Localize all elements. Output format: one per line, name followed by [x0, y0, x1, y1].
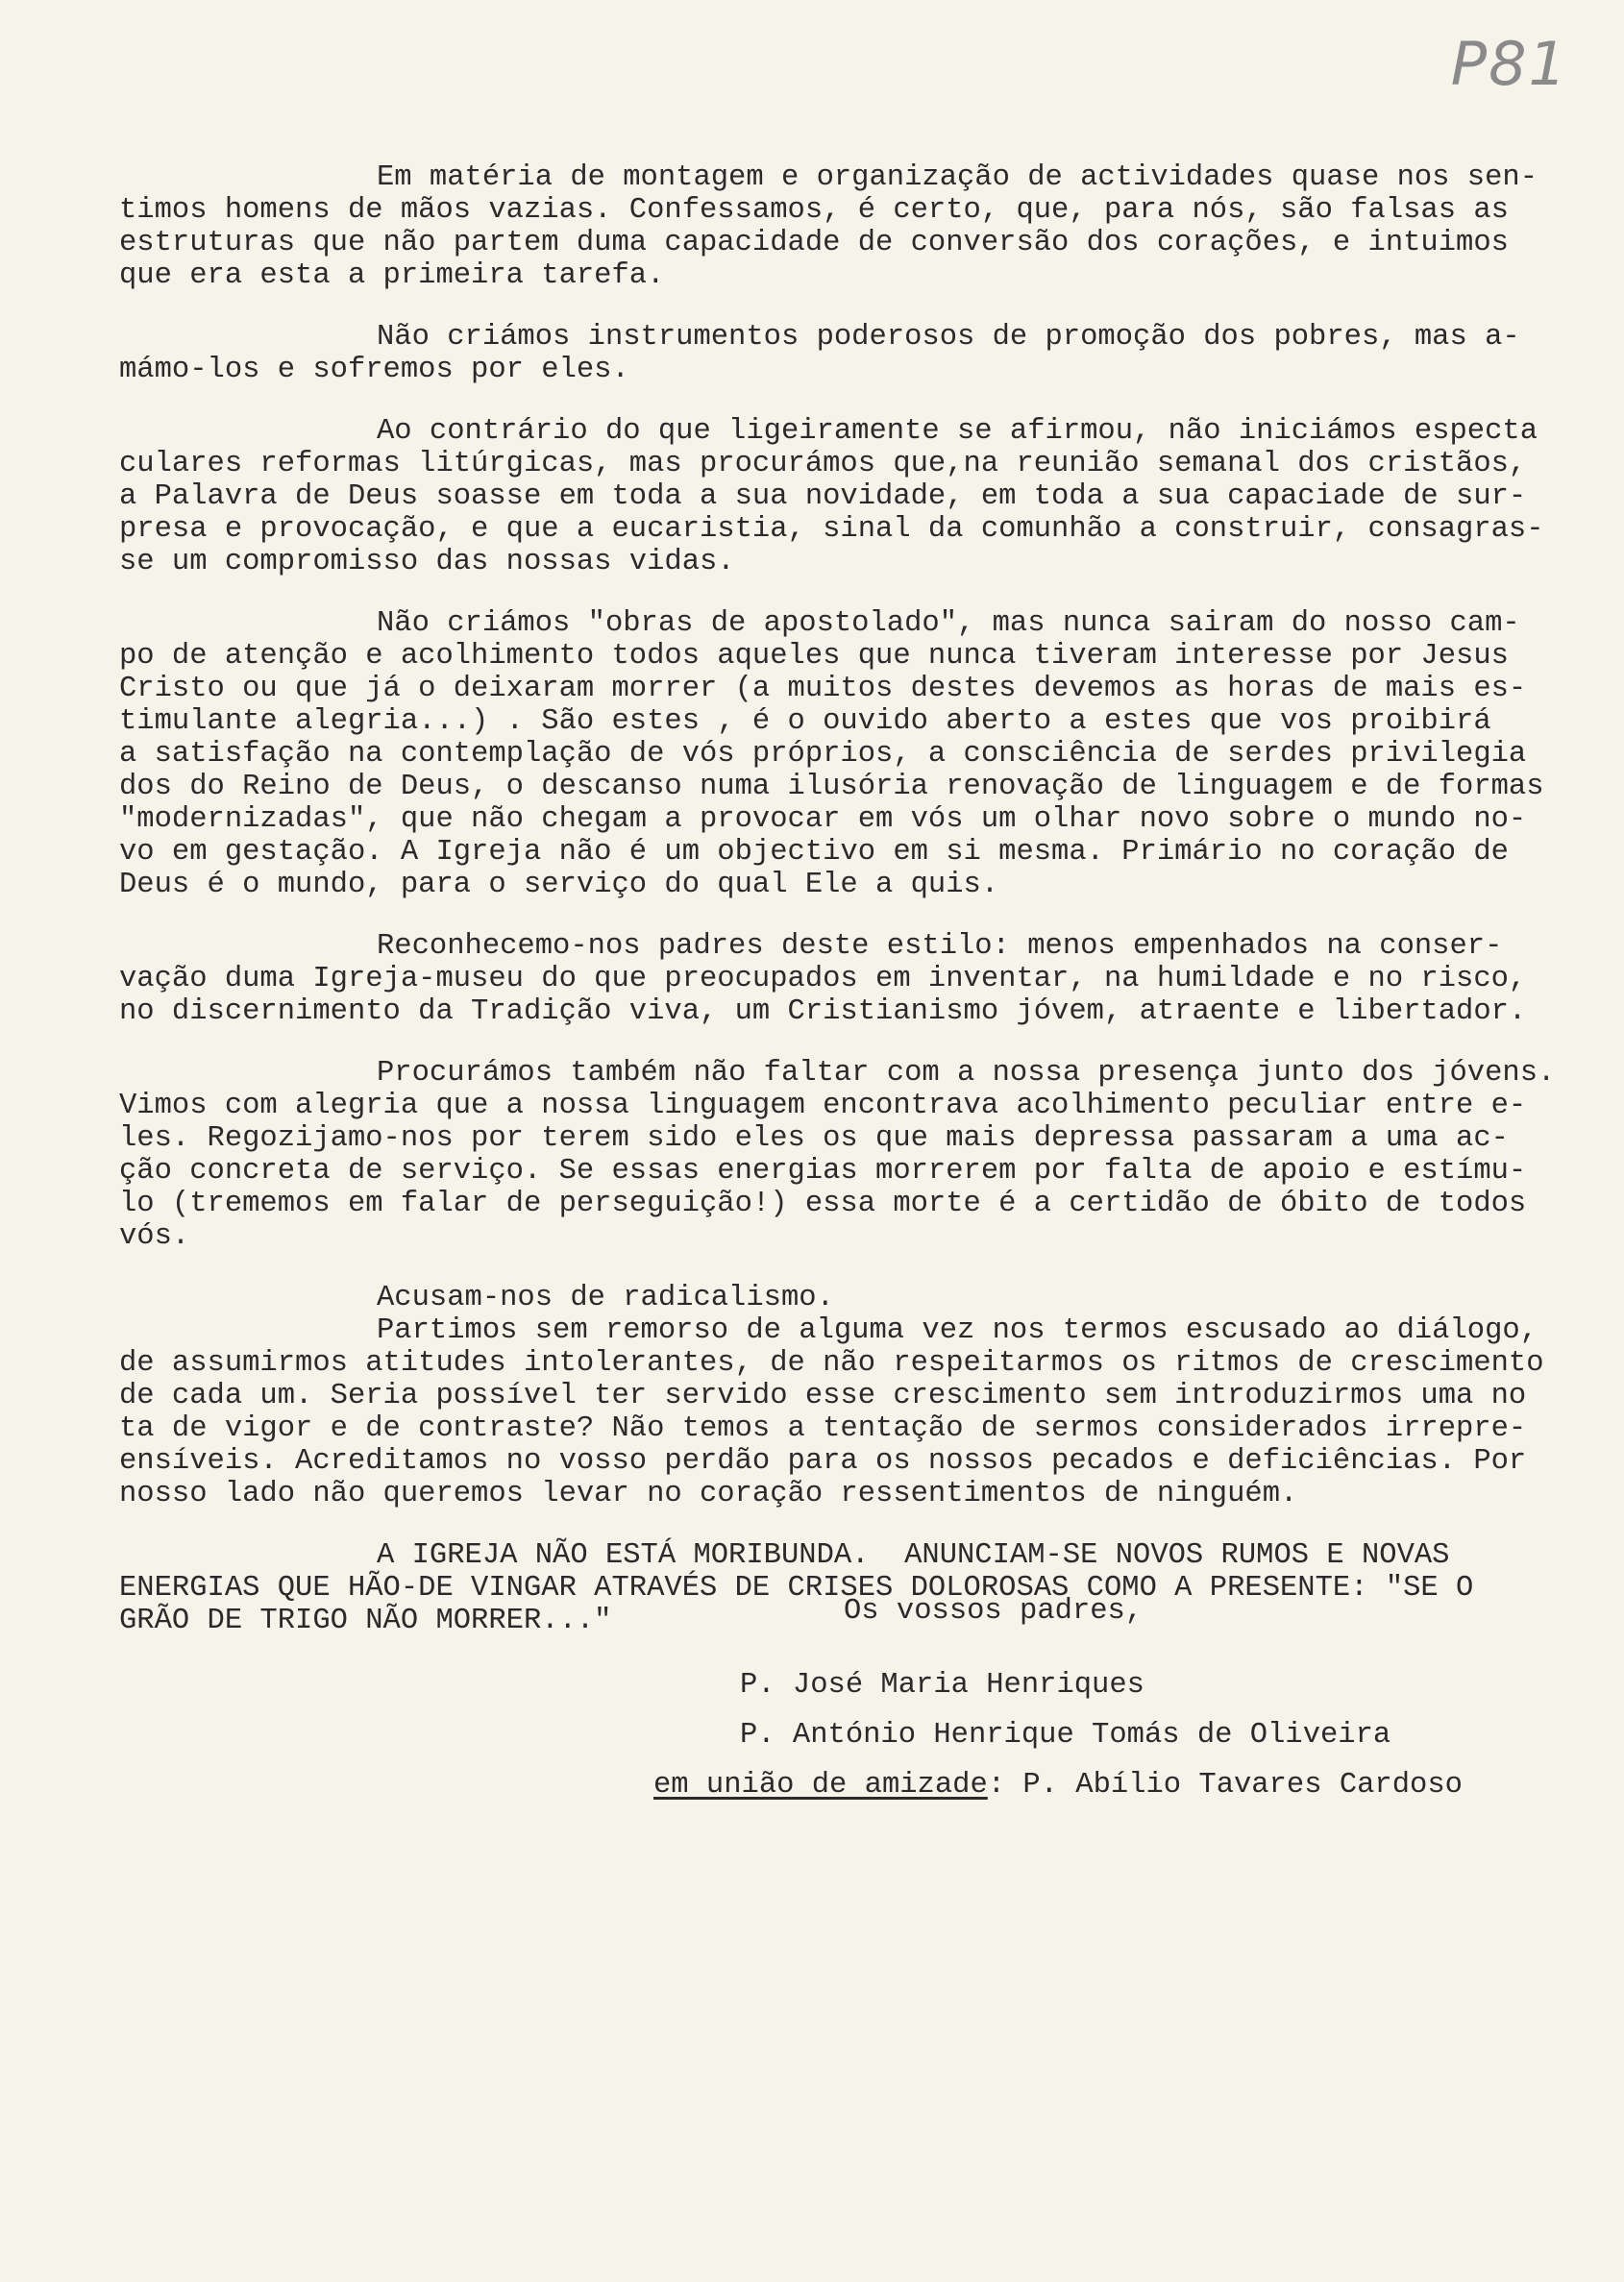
text-line: nosso lado não queremos levar no coração ressentimentos de ninguém.	[119, 1478, 1298, 1510]
text-line: lo (trememos em falar de perseguição!) essa morte é a certidão de óbito de todos	[119, 1188, 1527, 1220]
letter-body	[119, 161, 1556, 1666]
text-line: de cada um. Seria possível ter servido esse crescimento sem introduzirmos uma no	[119, 1380, 1527, 1412]
signature-name: : P. Abílio Tavares Cardoso	[987, 1769, 1463, 1802]
text-line: Deus é o mundo, para o serviço do qual Ele a quis.	[119, 869, 999, 901]
paragraph-pobres	[119, 321, 1520, 386]
signature-prefix: em união de amizade	[653, 1769, 988, 1802]
text-line: a Palavra de Deus soasse em toda a sua novidade, em toda a sua capaciade de sur-	[119, 480, 1527, 513]
paragraph-radicalismo	[119, 1282, 1544, 1510]
folio-number: P81	[1450, 29, 1568, 99]
text-line: "modernizadas", que não chegam a provocar em vós um olhar novo sobre o mundo no-	[119, 803, 1527, 836]
paragraph-organizacao	[119, 161, 1538, 292]
text-line: vação duma Igreja-museu do que preocupados em inventar, na humildade e no risco,	[119, 963, 1527, 995]
text-line: culares reformas litúrgicas, mas procurámos que,na reunião semanal dos cristãos,	[119, 448, 1527, 480]
text-line: dos do Reino de Deus, o descanso numa ilusória renovação de linguagem e de formas	[119, 771, 1544, 803]
text-line: po de atenção e acolhimento todos aqueles que nunca tiveram interesse por Jesus	[119, 640, 1509, 673]
text-line: Reconhecemo-nos padres deste estilo: menos empenhados na conser-	[377, 930, 1503, 963]
text-line: Procurámos também não faltar com a nossa presença junto dos jóvens.	[377, 1057, 1556, 1090]
signature-line: P. José Maria Henriques	[740, 1669, 1144, 1702]
signature-line	[653, 1760, 1463, 1810]
text-line: se um compromisso das nossas vidas.	[119, 546, 735, 578]
text-line: presa e provocação, e que a eucaristia, sinal da comunhão a construir, consagras-	[119, 513, 1544, 546]
text-line: timos homens de mãos vazias. Confessamos, é certo, que, para nós, são falsas as	[119, 194, 1509, 227]
signature-line: P. António Henrique Tomás de Oliveira	[740, 1719, 1391, 1752]
text-line: Acusam-nos de radicalismo.	[377, 1282, 834, 1314]
text-line: Partimos sem remorso de alguma vez nos termos escusado ao diálogo,	[377, 1314, 1538, 1347]
text-line: Cristo ou que já o deixaram morrer (a muitos destes devemos as horas de mais es-	[119, 673, 1527, 705]
text-line: GRÃO DE TRIGO NÃO MORRER..."	[119, 1605, 612, 1637]
paragraph-jovens	[119, 1057, 1556, 1253]
text-line: de assumirmos atitudes intolerantes, de não respeitarmos os ritmos de crescimento	[119, 1347, 1544, 1380]
text-line: vo em gestação. A Igreja não é um objectivo em si mesma. Primário no coração de	[119, 836, 1509, 869]
text-line: timulante alegria...) . São estes , é o ouvido aberto a estes que vos proibirá	[119, 705, 1491, 738]
paragraph-apostolado	[119, 607, 1544, 901]
text-line: Em matéria de montagem e organização de actividades quase nos sen-	[377, 161, 1538, 194]
text-line: ta de vigor e de contraste? Não temos a tentação de sermos considerados irrepre-	[119, 1412, 1527, 1445]
text-line: no discernimento da Tradição viva, um Cristianismo jóvem, atraente e libertador.	[119, 995, 1527, 1028]
text-line: Ao contrário do que ligeiramente se afirmou, não iniciámos especta	[377, 415, 1538, 448]
text-line: Não criámos instrumentos poderosos de promoção dos pobres, mas a-	[377, 321, 1520, 354]
signature-block	[653, 1660, 1463, 1810]
paragraph-igreja-caps	[119, 1539, 1503, 1637]
text-line: Vimos com alegria que a nossa linguagem encontrava acolhimento peculiar entre e-	[119, 1090, 1527, 1122]
text-line: ENERGIAS QUE HÃO-DE VINGAR ATRAVÉS DE CRISES DOLOROSAS COMO A PRESENTE: "SE O	[119, 1572, 1474, 1605]
text-line: A IGREJA NÃO ESTÁ MORIBUNDA. ANUNCIAM-SE NOVOS RUMOS E NOVAS	[377, 1539, 1450, 1572]
text-line: que era esta a primeira tarefa.	[119, 259, 665, 292]
text-line: les. Regozijamo-nos por terem sido eles os que mais depressa passaram a uma ac-	[119, 1122, 1509, 1155]
text-line: mámo-los e sofremos por eles.	[119, 354, 629, 386]
paragraph-liturgia	[119, 415, 1544, 578]
text-line: ção concreta de serviço. Se essas energias morrerem por falta de apoio e estímu-	[119, 1155, 1527, 1188]
signoff: Os vossos padres,	[844, 1595, 1144, 1628]
text-line: a satisfação na contemplação de vós próprios, a consciência de serdes privilegia	[119, 738, 1527, 771]
text-line: estruturas que não partem duma capacidade de conversão dos corações, e intuimos	[119, 227, 1509, 259]
text-line: vós.	[119, 1220, 190, 1253]
text-line: Não criámos "obras de apostolado", mas nunca sairam do nosso cam-	[377, 607, 1520, 640]
paragraph-estilo	[119, 930, 1527, 1028]
text-line: ensíveis. Acreditamos no vosso perdão para os nossos pecados e deficiências. Por	[119, 1445, 1527, 1478]
